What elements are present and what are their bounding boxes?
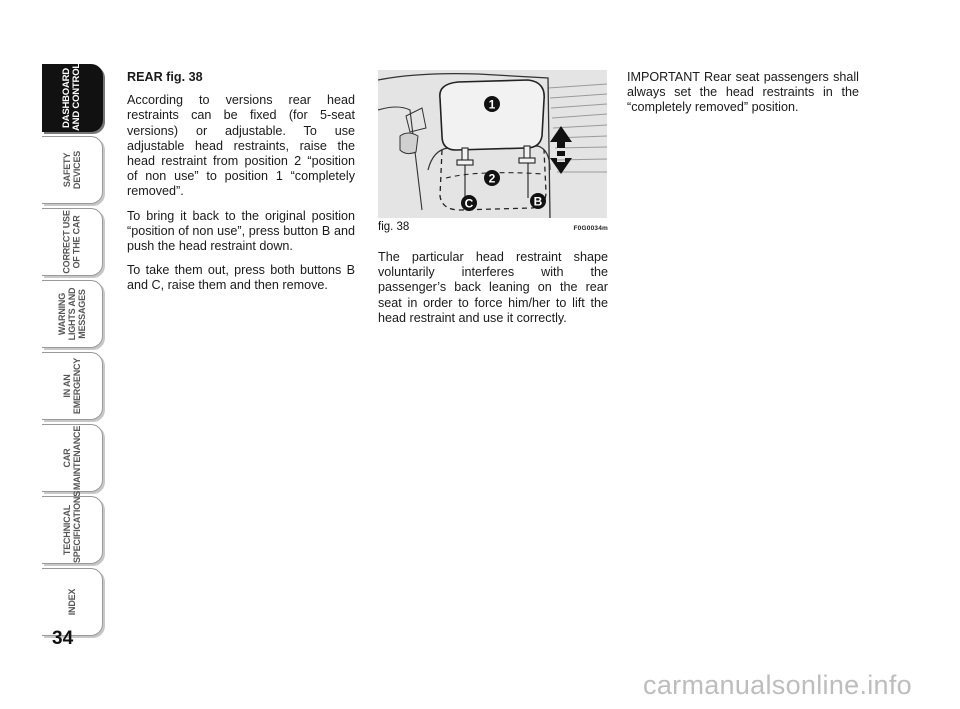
tab-label: SAFETY DEVICES xyxy=(62,150,82,190)
marker-1-label: 1 xyxy=(488,97,496,112)
figure-caption-row xyxy=(378,221,608,233)
tab-in-an-emergency[interactable] xyxy=(42,352,103,420)
figure-caption: fig. 38 xyxy=(378,221,410,233)
tab-label: CAR MAINTENANCE xyxy=(62,425,82,491)
paragraph-3: To take them out, press both buttons B and C, raise them and then remove. xyxy=(127,263,355,293)
text-column-1 xyxy=(127,70,355,303)
text-column-3 xyxy=(627,70,859,116)
watermark: carmanualsonline.info xyxy=(643,670,912,700)
figure-code: F0G0034m xyxy=(573,225,608,232)
tab-car-maintenance[interactable] xyxy=(42,424,103,492)
section-heading: REAR fig. 38 xyxy=(127,70,203,84)
tab-label: TECHNICAL SPECIFICATIONS xyxy=(62,490,82,563)
text-column-2 xyxy=(378,70,608,326)
tab-technical-specifications[interactable] xyxy=(42,490,103,564)
tab-label: WARNING LIGHTS AND MESSAGES xyxy=(57,287,87,341)
tab-warning-lights[interactable] xyxy=(42,280,103,348)
paragraph-col2: The particular head restraint shape voluntarily interferes with the passenger’s back leaning on the rear seat in order to force him/her to lift the head restraint and use it correctly. xyxy=(378,250,608,325)
marker-2-label: 2 xyxy=(488,171,496,186)
page-number: 34 xyxy=(52,628,74,649)
important-note: IMPORTANT Rear seat passengers shall always set the head restraints in the “completely removed” position. xyxy=(627,70,859,115)
tab-label: CORRECT USE OF THE CAR xyxy=(62,210,82,274)
tab-label: IN AN EMERGENCY xyxy=(62,357,82,415)
chapter-tabs xyxy=(42,56,104,640)
tab-label: INDEX xyxy=(67,588,77,616)
marker-b-label: B xyxy=(533,194,543,209)
tab-label: DASHBOARD AND CONTROLS xyxy=(61,56,82,131)
paragraph-2: To bring it back to the original position “position of non use”, press button B and push the head restraint down. xyxy=(127,208,355,254)
tab-correct-use[interactable] xyxy=(42,208,103,276)
marker-c-label: C xyxy=(464,196,474,211)
tab-safety-devices[interactable] xyxy=(42,136,103,204)
tab-dashboard-and-controls[interactable] xyxy=(42,56,103,132)
tab-index[interactable] xyxy=(42,568,103,636)
paragraph-1: According to versions rear head restraints can be fixed (for 5-seat versions) or adjustable. To use adjustable head restraints, raise the head restraint from position 2 “position of non use” to position 1 “completely removed”. xyxy=(127,93,355,199)
figure-38 xyxy=(378,70,607,218)
head-restraint-illustration xyxy=(378,70,607,218)
